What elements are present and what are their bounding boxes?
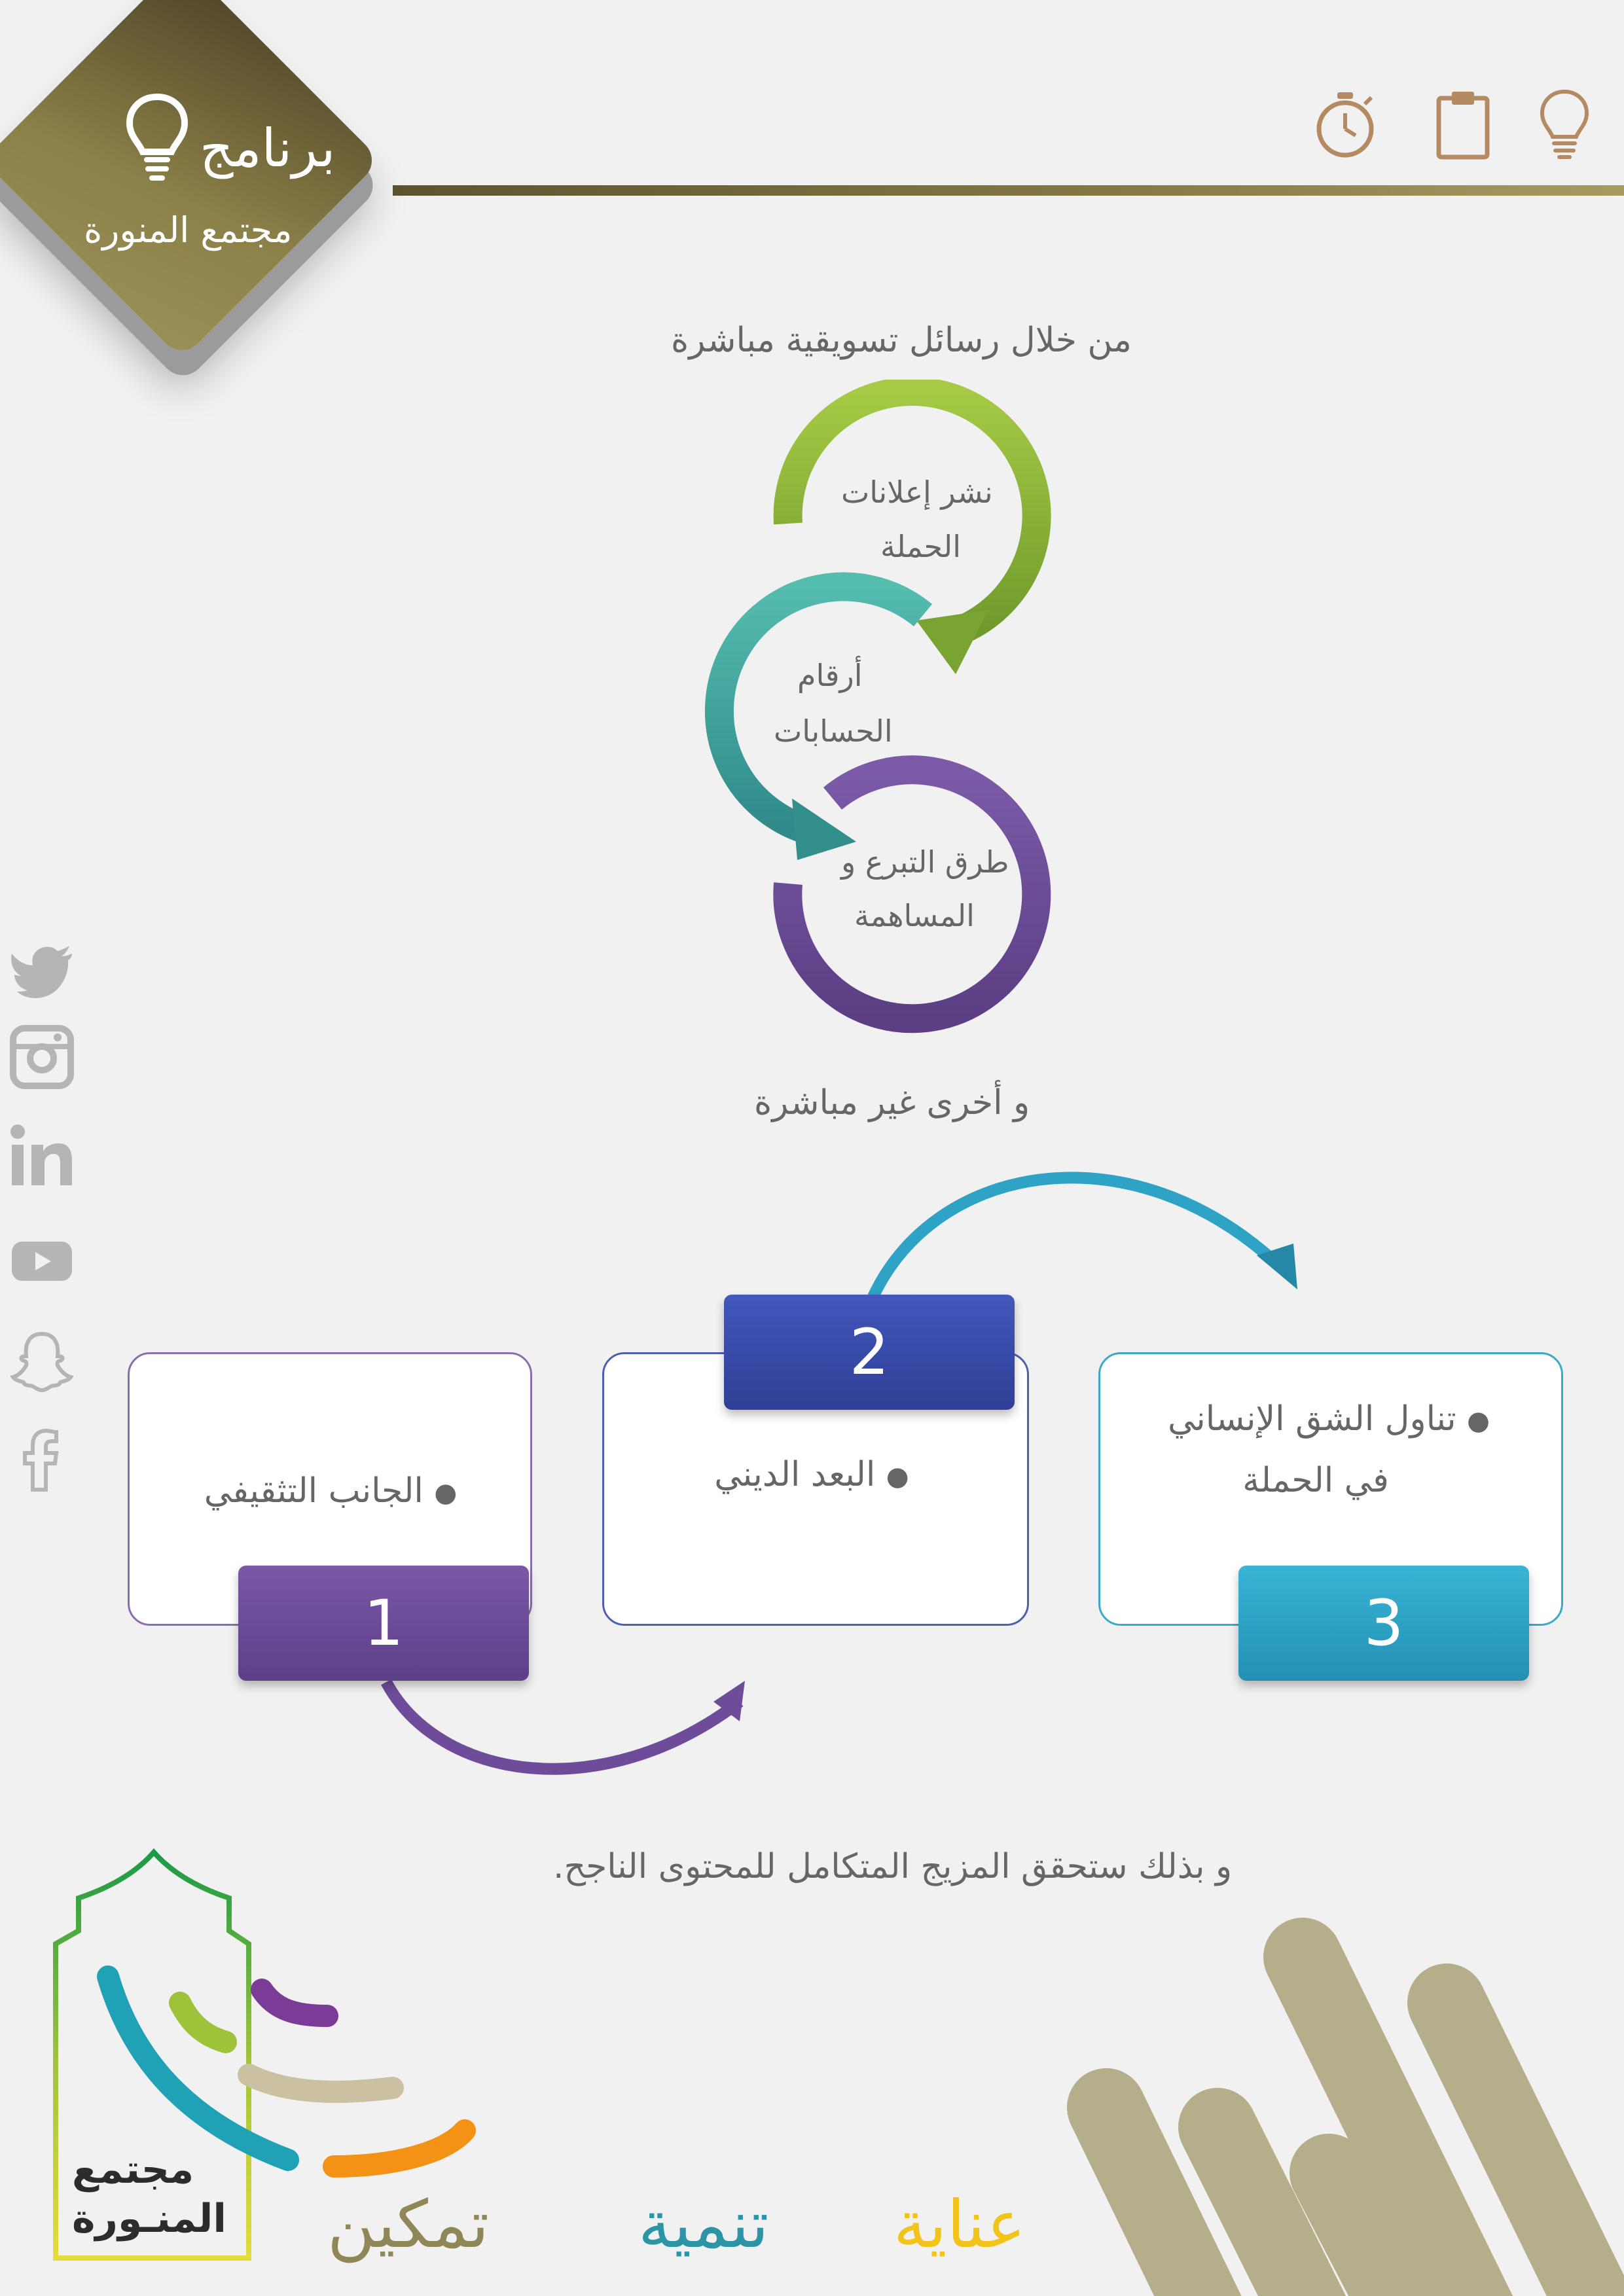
step-1-line2: الحملة [880,529,961,564]
snapchat-icon[interactable] [9,1329,75,1394]
program-badge [0,0,381,359]
stopwatch-icon[interactable] [1312,88,1378,160]
card-2-text: ● البعد الديني [714,1455,909,1494]
instagram-icon[interactable] [9,1024,75,1090]
card-3-line1: ● تناول الشق الإنساني [1167,1399,1490,1439]
clipboard-icon[interactable] [1434,88,1492,160]
logo-text-line1: مجتمع [72,2147,194,2193]
indirect-heading: و أخرى غير مباشرة [754,1083,1030,1122]
footer-word-enaya: عناية [893,2186,1026,2263]
footer-word-tamkeen: تمكين [327,2186,490,2263]
card-3-line2: في الحملة [1242,1461,1389,1500]
program-subtitle: مجتمع المنورة [84,209,293,251]
program-title: برنامج [200,118,336,179]
logo-text-line2: المنـورة [72,2196,226,2242]
step-3-line2: المساهمة [854,898,975,933]
facebook-icon[interactable] [9,1427,75,1492]
twitter-icon[interactable] [9,939,75,1005]
step-2-line1: أرقام [797,658,863,693]
youtube-icon[interactable] [9,1227,75,1293]
lightbulb-icon[interactable] [1538,88,1591,160]
step-1-line1: نشر إعلانات [841,475,993,510]
lightbulb-icon [124,92,190,183]
badge-2: 2 [724,1295,1015,1410]
footer-word-tanmia: تنمية [638,2186,769,2263]
step-2-line2: الحسابات [774,713,893,749]
decorative-stripes [1021,1911,1624,2296]
header-divider [393,185,1624,196]
direct-heading: من خلال رسائل تسويقية مباشرة [671,321,1132,360]
badge-3: 3 [1238,1566,1529,1681]
badge-1: 1 [238,1566,529,1681]
conclusion-text: و بذلك ستحقق المزيج المتكامل للمحتوى الناجح. [553,1847,1233,1886]
step-3-line1: طرق التبرع و [841,844,1009,880]
card-1-text: ● الجانب التثقيفي [204,1471,458,1511]
linkedin-icon[interactable] [9,1122,75,1188]
arrow-1-to-2 [373,1676,766,1800]
